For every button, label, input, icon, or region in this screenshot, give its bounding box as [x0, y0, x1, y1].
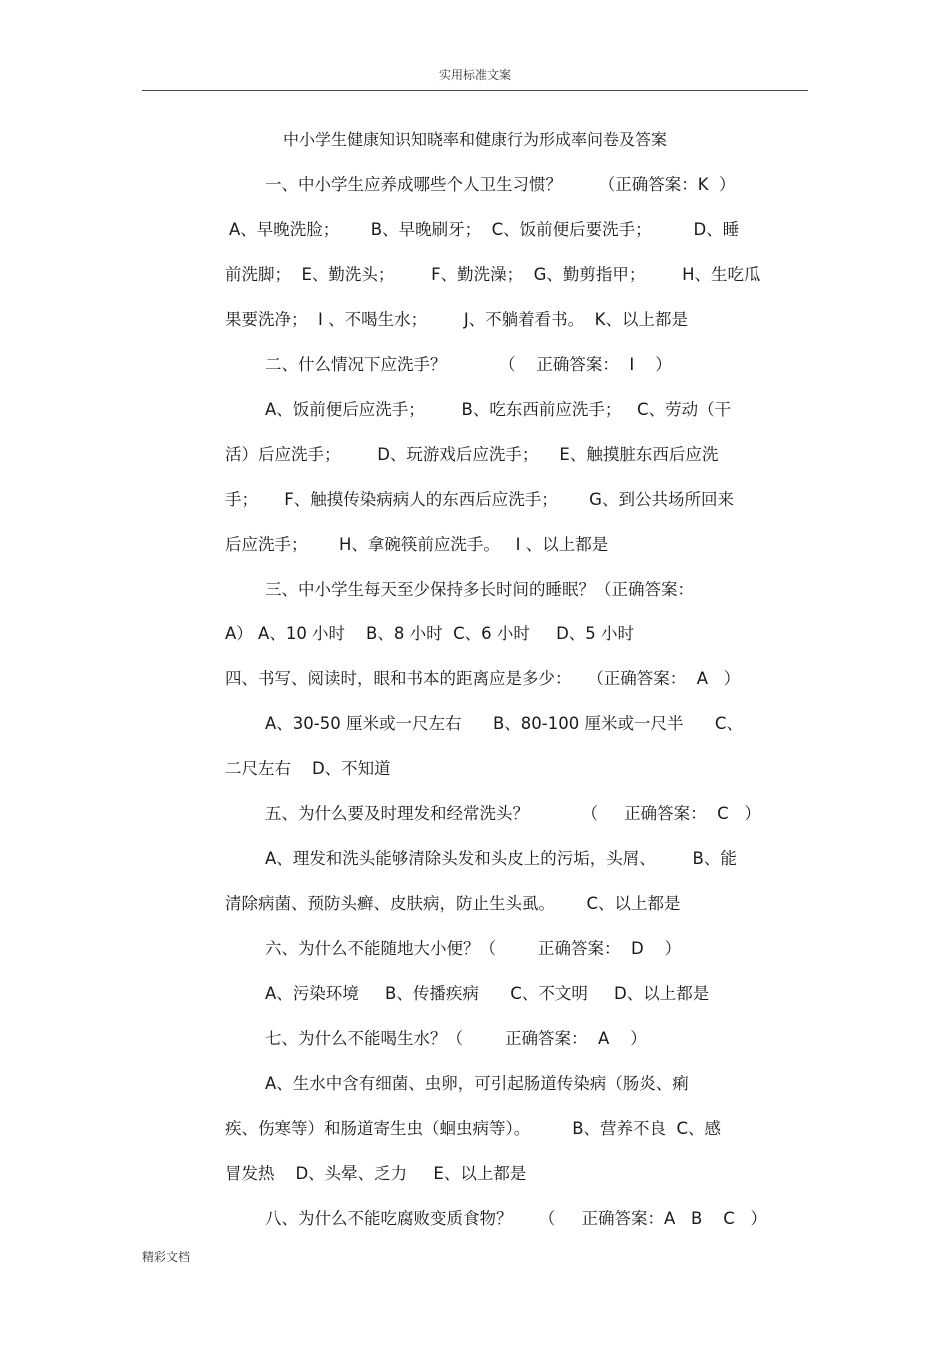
question-1-options-line-3: 果要洗净； I 、不喝生水； J、不躺着看书。 K、以上都是: [225, 310, 688, 329]
question-4: 四、书写、阅读时，眼和书本的距离应是多少： （正确答案： A ）: [225, 669, 741, 688]
question-4-options-line-1: A、30-50 厘米或一尺左右 B、80-100 厘米或一尺半 C、: [265, 714, 743, 733]
question-7-options-line-3: 冒发热 D、头晕、乏力 E、以上都是: [225, 1164, 527, 1183]
question-8: 八、为什么不能吃腐败变质食物？ （ 正确答案：A B C ）: [265, 1209, 768, 1228]
question-6: 六、为什么不能随地大小便？（ 正确答案： D ）: [265, 939, 682, 958]
question-1-options-line-2: 前洗脚； E、勤洗头； F、勤洗澡； G、勤剪指甲； H、生吃瓜: [225, 265, 761, 284]
question-2-options-line-1: A、饭前便后应洗手； B、吃东西前应洗手； C、劳动（干: [265, 400, 732, 419]
header-divider: [142, 90, 808, 91]
question-1: 一、中小学生应养成哪些个人卫生习惯？ （正确答案：K ）: [265, 175, 736, 194]
question-2-options-line-2: 活）后应洗手； D、玩游戏后应洗手； E、触摸脏东西后应洗: [225, 445, 719, 464]
page-footer: 精彩文档: [142, 1250, 191, 1264]
question-2-options-line-4: 后应洗手； H、拿碗筷前应洗手。 I 、以上都是: [225, 535, 609, 554]
question-4-options-line-2: 二尺左右 D、不知道: [225, 759, 391, 778]
question-3-options: A） A、10 小时 B、8 小时 C、6 小时 D、5 小时: [225, 624, 635, 643]
question-3: 三、中小学生每天至少保持多长时间的睡眠？（正确答案：: [265, 580, 694, 599]
question-6-options: A、污染环境 B、传播疾病 C、不文明 D、以上都是: [265, 984, 710, 1003]
question-5-options-line-2: 清除病菌、预防头癣、皮肤病，防止生头虱。 C、以上都是: [225, 894, 681, 913]
question-7-options-line-2: 疾、伤寒等）和肠道寄生虫（蛔虫病等）。 B、营养不良 C、感: [225, 1119, 722, 1138]
question-5-options-line-1: A、理发和洗头能够清除头发和头皮上的污垢，头屑、 B、能: [265, 849, 737, 868]
question-7: 七、为什么不能喝生水？（ 正确答案： A ）: [265, 1029, 647, 1048]
page-header: 实用标准文案: [438, 68, 511, 82]
question-7-options-line-1: A、生水中含有细菌、虫卵，可引起肠道传染病（肠炎、痢: [265, 1074, 689, 1093]
question-1-options-line-1: A、早晚洗脸； B、早晚刷牙； C、饭前便后要洗手； D、睡: [229, 220, 740, 239]
question-2-options-line-3: 手； F、触摸传染病病人的东西后应洗手； G、到公共场所回来: [225, 490, 734, 509]
question-5: 五、为什么要及时理发和经常洗头？ （ 正确答案： C ）: [265, 804, 761, 823]
document-title: 中小学生健康知识知晓率和健康行为形成率问卷及答案: [282, 130, 667, 149]
question-2: 二、什么情况下应洗手？ （ 正确答案： I ）: [265, 355, 672, 374]
